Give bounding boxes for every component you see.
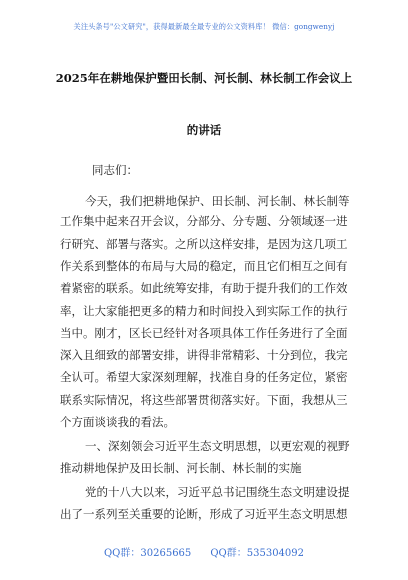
greeting: 同志们： xyxy=(92,163,138,177)
body-line: 出了一系列至关重要的论断，形成了习近平生态文明思想 xyxy=(60,507,348,521)
body-line: 率，让大家能把更多的精力和时间投入到实际工作的执行 xyxy=(60,304,348,318)
section-heading: 一、深刻领会习近平生态文明思想，以更宏观的视野 xyxy=(85,439,350,453)
footer-qq-groups: QQ群：30265665 QQ群：535304092 xyxy=(103,548,305,559)
document-title-line-1: 2025年在耕地保护暨田长制、河长制、林长制工作会议上 xyxy=(55,71,353,85)
body-line: 联系实际情况，将这些部署贯彻落实好。下面，我想从三 xyxy=(60,393,348,407)
body-line: 深入且细致的部署安排，讲得非常精彩、十分到位，我完 xyxy=(60,348,348,362)
body-line: 党的十八大以来，习近平总书记围绕生态文明建设提 xyxy=(85,485,350,499)
body-line: 着紧密的联系。如此统筹安排，有助于提升我们的工作效 xyxy=(60,281,348,295)
body-line: 今天，我们把耕地保护、田长制、河长制、林长制等 xyxy=(85,194,350,208)
body-line: 当中。刚才，区长已经针对各项具体工作任务进行了全面 xyxy=(60,326,348,340)
section-heading: 推动耕地保护及田长制、河长制、林长制的实施 xyxy=(60,461,302,475)
document-title-line-2: 的讲话 xyxy=(186,123,222,137)
body-line: 个方面谈谈我的看法。 xyxy=(60,415,175,429)
body-line: 行研究、部署与落实。之所以这样安排，是因为这几项工 xyxy=(60,237,348,251)
body-line: 全认可。希望大家深刻理解，找准自身的任务定位，紧密 xyxy=(60,370,348,384)
body-line: 工作集中起来召开会议，分部分、分专题、分领域逐一进 xyxy=(60,214,348,228)
header-banner: 关注头条号"公文研究"，获得最新最全最专业的公文资料库！ 微信：gongwenyj xyxy=(73,22,335,31)
body-line: 作关系到整体的布局与大局的稳定，而且它们相互之间有 xyxy=(60,259,348,273)
